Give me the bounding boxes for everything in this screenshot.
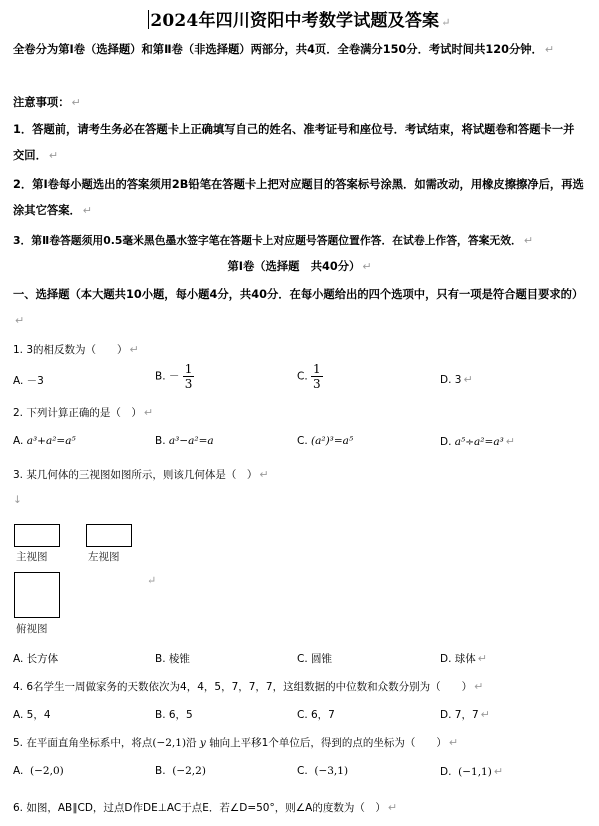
q1-option-c: [297, 362, 323, 391]
intro-text: 全卷分为第Ⅰ卷（选择题）和第Ⅱ卷（非选择题）两部分，共4页．全卷满分150分．考试时间共120分钟．: [13, 43, 543, 56]
note-text: 2．第Ⅰ卷每小题选出的答案须用2B铅笔在答题卡上把对应题目的答案标号涂黑．如需改动，用橡皮擦擦净后，再选涂其它答案．: [13, 178, 584, 217]
option-expression: (−3,1): [314, 765, 349, 777]
option-expression: (a²)³=a⁵: [311, 435, 354, 447]
section-title: [0, 258, 599, 274]
q5-option-c: [297, 765, 348, 777]
paragraph-mark: ↵: [544, 43, 555, 56]
side-view-label: [88, 549, 120, 564]
paragraph-mark: ↵: [48, 149, 59, 162]
option-text: C. 圆锥: [297, 653, 333, 665]
question-1-stem: [13, 342, 139, 357]
option-text: C. 6，7: [297, 709, 335, 721]
q4-option-a: [13, 707, 51, 722]
q1-option-a: [13, 373, 44, 388]
question-text: 2. 下列计算正确的是（ ）: [13, 407, 142, 419]
paragraph-mark: ↵: [474, 680, 484, 693]
q4-option-c: [297, 707, 335, 722]
question-4-stem: [13, 679, 483, 694]
question-5-stem: [13, 735, 458, 750]
q1-option-d: [440, 373, 473, 386]
option-label: B.: [155, 435, 166, 447]
intro-line: [13, 37, 585, 63]
page-title: [0, 6, 599, 31]
front-view-label: [16, 549, 48, 564]
axis-symbol: y: [199, 737, 206, 749]
option-label: B.: [155, 370, 166, 383]
side-view-rect: [86, 524, 132, 547]
option-expression: a⁵÷a²=a³: [454, 436, 504, 448]
paragraph-mark: ↵: [71, 96, 81, 109]
option-expression: a³+a²=a⁵: [26, 435, 76, 447]
q3-option-b: [155, 651, 190, 666]
minus-sign: －: [168, 370, 180, 383]
option-text: A. 长方体: [13, 653, 59, 665]
option-text: D. 3: [440, 374, 462, 386]
stem-part: 轴向上平移1个单位后，得到的点的坐标为（ ）: [209, 737, 447, 749]
paragraph-mark: ↵: [259, 468, 269, 481]
option-text: A. －3: [13, 375, 44, 387]
option-expression: (−2,0): [30, 765, 64, 777]
fraction: [183, 362, 195, 391]
option-expression: (−1,1): [458, 766, 492, 778]
paragraph-mark: ↵: [493, 765, 504, 778]
note-3: [13, 228, 585, 254]
front-view-rect: [14, 524, 60, 547]
paragraph-mark: ↵: [480, 708, 490, 721]
q4-option-b: [155, 707, 193, 722]
view-label: 俯视图: [16, 623, 48, 635]
view-label: 左视图: [88, 551, 120, 563]
question-3-stem: [13, 467, 269, 482]
denominator: 3: [184, 377, 193, 391]
stem-part: 沿: [186, 737, 197, 749]
numerator: 1: [313, 362, 321, 376]
paragraph-mark: ↵: [505, 435, 516, 448]
arrow-glyph: ↓: [13, 494, 22, 506]
q5-option-b: [155, 765, 206, 777]
q2-option-c: [297, 435, 353, 447]
q4-option-d: [440, 707, 490, 722]
q3-option-d: [440, 651, 487, 666]
question-2-stem: [13, 405, 153, 420]
question-6-stem: [13, 800, 397, 815]
option-label: C.: [297, 765, 308, 777]
paragraph-mark: ↵: [523, 234, 534, 247]
denominator: 3: [313, 377, 321, 391]
paragraph-mark: ↵: [15, 314, 25, 327]
notice-title: [13, 90, 585, 116]
question-text: 3. 某几何体的三视图如图所示，则该几何体是（ ）: [13, 469, 258, 481]
q2-option-b: [155, 435, 214, 447]
numerator: 1: [184, 362, 193, 376]
part-one-text: 一、选择题（本大题共10小题，每小题4分，共40分．在每小题给出的四个选项中，只有一项是符合题目要求的）: [13, 288, 584, 301]
paragraph-mark: ↵: [448, 736, 459, 749]
view-label: 主视图: [16, 551, 48, 563]
q2-option-d: [440, 435, 515, 448]
note-text: 1．答题前，请考生务必在答题卡上正确填写自己的姓名、准考证号和座位号．考试结束，将试题卷和答题卡一并交回．: [13, 123, 575, 162]
paragraph-mark: ↵: [387, 801, 398, 814]
paragraph-mark: ↵: [82, 204, 93, 217]
q2-option-a: [13, 435, 76, 447]
paragraph-mark: ↵: [477, 652, 487, 665]
note-1: [13, 117, 585, 169]
paragraph-mark: ↵: [143, 406, 154, 419]
option-expression: (−2,2): [172, 765, 206, 777]
stem-part: 5. 在平面直角坐标系中，将点: [13, 737, 153, 749]
option-label: D.: [440, 766, 452, 778]
arrow-mark: [13, 494, 22, 506]
q1-option-b: [155, 362, 194, 391]
option-label: A.: [13, 765, 24, 777]
option-expression: a³−a²=a: [168, 435, 214, 447]
question-text: 1. 3的相反数为（ ）: [13, 344, 128, 356]
option-text: A. 5，4: [13, 709, 51, 721]
paragraph-mark: ↵: [441, 16, 451, 29]
option-label: A.: [13, 435, 24, 447]
option-label: B.: [155, 765, 166, 777]
top-view-square: [14, 572, 60, 618]
part-one-heading: [13, 282, 585, 334]
paragraph-mark: ↵: [362, 260, 372, 273]
question-text: 4. 6名学生一周做家务的天数依次为4，4，5，7，7，7，这组数据的中位数和众数分别为（ ）: [13, 681, 473, 693]
option-label: D.: [440, 436, 452, 448]
note-text: 3．第Ⅱ卷答题须用0.5毫米黑色墨水签字笔在答题卡上对应题号答题位置作答．在试卷上作答，答案无效．: [13, 234, 522, 247]
section-title-text: 第Ⅰ卷（选择题 共40分）: [227, 260, 361, 273]
fraction: [311, 362, 323, 391]
notice-title-text: 注意事项：: [13, 96, 70, 109]
option-label: C.: [297, 435, 308, 447]
option-label: C.: [297, 370, 308, 383]
top-view-label: [16, 621, 48, 636]
q5-option-a: [13, 765, 64, 777]
note-2: [13, 172, 585, 224]
paragraph-mark: ↵: [147, 574, 157, 587]
point-coordinate: (−2,1): [152, 737, 187, 749]
q5-option-d: [440, 765, 503, 778]
paragraph-mark: ↵: [463, 373, 473, 386]
paragraph-mark: ↵: [129, 343, 139, 356]
option-text: D. 球体: [440, 653, 476, 665]
option-text: D. 7，7: [440, 709, 479, 721]
title-text: 2024年四川资阳中考数学试题及答案: [150, 11, 440, 31]
q3-option-a: [13, 651, 58, 666]
option-text: B. 棱锥: [155, 653, 190, 665]
question-text: 6. 如图，AB∥CD，过点D作DE⊥AC于点E．若∠D=50°，则∠A的度数为（ ）: [13, 802, 386, 814]
option-text: B. 6，5: [155, 709, 193, 721]
q3-option-c: [297, 651, 332, 666]
